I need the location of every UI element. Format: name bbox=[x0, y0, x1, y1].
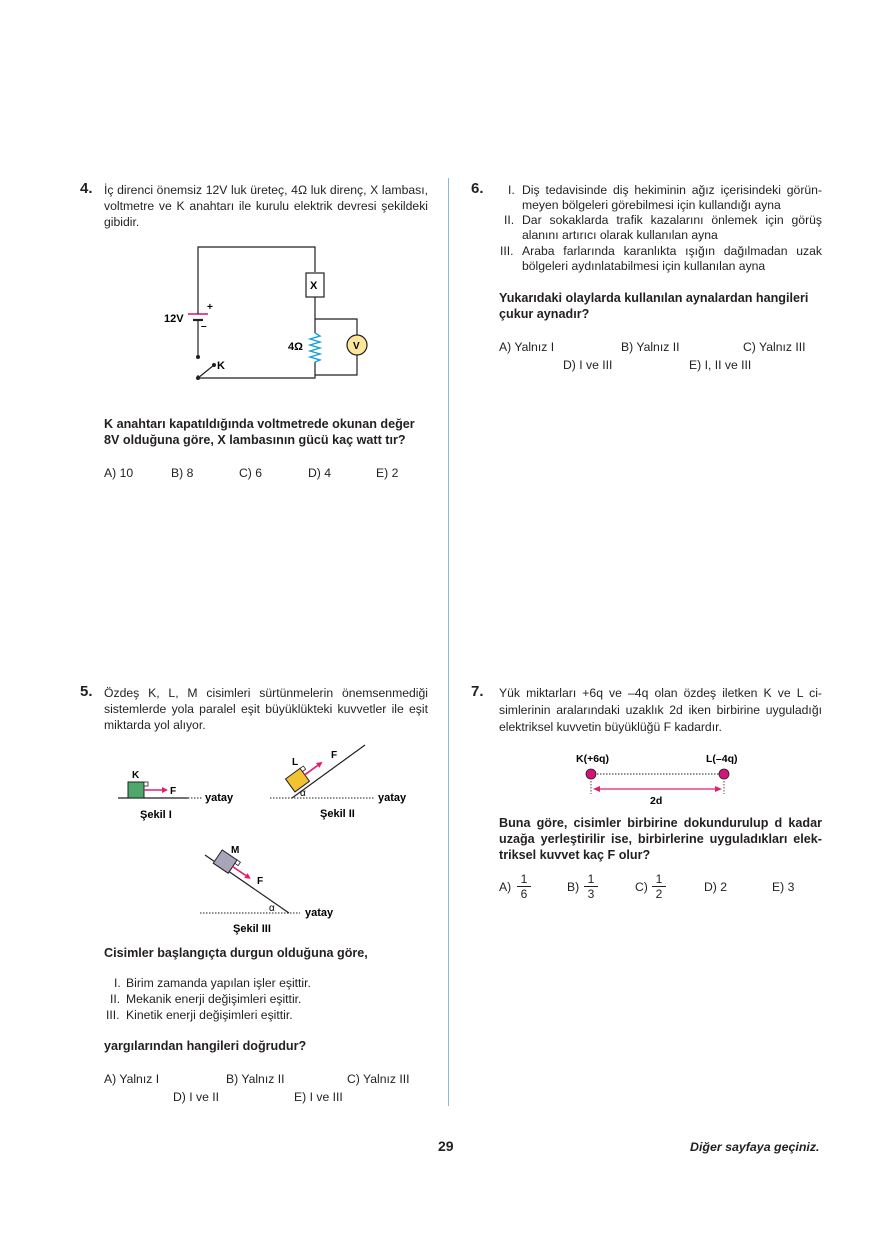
question-6-statement-3-num: III. bbox=[500, 244, 514, 258]
figure-1-caption: Şekil I bbox=[140, 809, 172, 821]
force-arrow-m bbox=[233, 867, 246, 876]
question-5-statement-3-text: Kinetik enerji değişimleri eşittir. bbox=[126, 1008, 293, 1022]
battery-voltage-label: 12V bbox=[164, 313, 184, 325]
question-4-option-a[interactable]: A) 10 bbox=[104, 466, 134, 480]
option-b-denominator: 3 bbox=[587, 887, 595, 901]
switch-contact-top bbox=[196, 355, 200, 359]
question-7-option-a-letter: A) bbox=[499, 880, 512, 894]
block-l-label: L bbox=[292, 757, 299, 768]
question-7-option-d-letter: D) bbox=[704, 880, 717, 894]
question-7-number: 7. bbox=[471, 683, 484, 700]
question-4-number: 4. bbox=[80, 180, 93, 197]
question-7-option-c-fraction bbox=[652, 873, 666, 901]
battery-plus-sign: + bbox=[207, 302, 213, 313]
question-5-statement-2-num: II. bbox=[110, 992, 121, 1006]
question-7-stem-line-1: Yük miktarları +6q ve –4q olan özdeş iletken K ve L ci- bbox=[499, 686, 822, 700]
question-6-option-d[interactable]: D) I ve III bbox=[563, 358, 613, 372]
question-7-option-a-fraction bbox=[517, 873, 531, 901]
question-7-option-d-value: 2 bbox=[720, 880, 728, 894]
question-5-statement-1-num: I. bbox=[114, 976, 121, 990]
question-5-option-a[interactable]: A) Yalnız I bbox=[104, 1072, 160, 1086]
resistor-zigzag bbox=[310, 333, 320, 362]
figure-2-surface-label: yatay bbox=[378, 792, 407, 804]
figure-1-surface-label: yatay bbox=[205, 792, 234, 804]
figure-2-angle-label: α bbox=[300, 788, 306, 799]
question-5-stem-line-3: miktarda yol alıyor. bbox=[104, 718, 206, 732]
question-6-statement-3-line-1: Araba farlarında karanlıkta ışığın dağılmadan uzak bbox=[522, 244, 822, 258]
question-5-lead: Cisimler başlangıçta durgun olduğuna göre, bbox=[104, 946, 368, 960]
question-7-option-a[interactable] bbox=[499, 880, 511, 894]
question-7-charges-figure bbox=[560, 748, 770, 808]
question-6-option-b[interactable]: B) Yalnız II bbox=[621, 340, 680, 354]
question-7-option-e-letter: E) bbox=[772, 880, 785, 894]
question-7-prompt-line-2: uzağa yerleştirilir ise, birbirlerine uyguladıkları elek- bbox=[499, 832, 822, 846]
question-5-option-e[interactable]: E) I ve III bbox=[294, 1090, 343, 1104]
question-4-stem-line-3: gibidir. bbox=[104, 215, 140, 229]
figure-1-horizontal-block bbox=[110, 760, 250, 824]
option-b-numerator: 1 bbox=[584, 873, 598, 887]
switch-label: K bbox=[217, 360, 225, 372]
battery-minus-sign: – bbox=[201, 321, 207, 332]
block-m-label: M bbox=[231, 845, 240, 856]
question-7-option-e-value: 3 bbox=[787, 880, 795, 894]
switch-contact-end bbox=[212, 363, 216, 367]
question-7-option-b[interactable] bbox=[567, 880, 579, 894]
question-5-prompt: yargılarından hangileri doğrudur? bbox=[104, 1039, 307, 1053]
question-4-option-e[interactable]: E) 2 bbox=[376, 466, 399, 480]
voltmeter-label: V bbox=[353, 341, 360, 352]
figure-3-caption: Şekil III bbox=[233, 923, 271, 935]
question-7-option-b-letter: B) bbox=[567, 880, 580, 894]
column-divider bbox=[448, 178, 449, 1106]
charge-k-label: K(+6q) bbox=[576, 753, 609, 765]
force-k-label: F bbox=[170, 786, 177, 797]
question-4-stem-line-2: voltmetre ve K anahtarı ile kurulu elektrik devresi şekildeki bbox=[104, 199, 428, 213]
question-4-option-d[interactable]: D) 4 bbox=[308, 466, 332, 480]
question-6-statement-1-line-2: meyen bölgeleri görebilmesi için kullandığı ayna bbox=[522, 198, 781, 212]
question-6-prompt-line-1: Yukarıdaki olaylarda kullanılan aynalardan hangileri bbox=[499, 291, 809, 305]
question-7-option-b-fraction bbox=[584, 873, 598, 901]
question-5-stem-line-2: sistemlerde yola paralel eşit büyüklükteki kuvvetler ile eşit bbox=[104, 702, 428, 716]
resistor-label: 4Ω bbox=[288, 341, 303, 353]
figure-3-surface-label: yatay bbox=[305, 907, 334, 919]
force-l-label: F bbox=[331, 750, 338, 761]
question-4-option-c[interactable]: C) 6 bbox=[239, 466, 263, 480]
question-5-number: 5. bbox=[80, 683, 93, 700]
question-7-stem-line-3: elektriksel kuvvetin büyüklüğü F kadardır. bbox=[499, 720, 722, 734]
switch-pivot bbox=[196, 376, 200, 380]
question-6-prompt-line-2: çukur aynadır? bbox=[499, 307, 590, 321]
page-number: 29 bbox=[438, 1138, 454, 1154]
question-5-option-c[interactable]: C) Yalnız III bbox=[347, 1072, 410, 1086]
question-7-stem-line-2: simlerinin aralarındaki uzaklık 2d iken birbirine uyguladığı bbox=[499, 703, 822, 717]
block-k bbox=[128, 782, 144, 798]
next-page-note: Diğer sayfaya geçiniz. bbox=[690, 1140, 820, 1154]
question-5-stem-line-1: Özdeş K, L, M cisimleri sürtünmelerin önemsenmediği bbox=[104, 686, 428, 700]
question-6-statement-1-line-1: Diş tedavisinde diş hekiminin ağız içerisindeki görün- bbox=[522, 183, 822, 197]
question-5-option-d[interactable]: D) I ve II bbox=[173, 1090, 220, 1104]
question-6-number: 6. bbox=[471, 180, 484, 197]
question-4-stem-line-1: İç direnci önemsiz 12V luk üreteç, 4Ω luk direnç, X lambası, bbox=[104, 183, 428, 197]
question-7-option-d[interactable] bbox=[704, 880, 727, 894]
block-k-label: K bbox=[132, 770, 140, 781]
question-6-statement-2-num: II. bbox=[504, 213, 515, 227]
charge-l-label: L(–4q) bbox=[706, 753, 738, 765]
question-6-option-c[interactable]: C) Yalnız III bbox=[743, 340, 806, 354]
question-4-circuit-diagram bbox=[150, 240, 380, 400]
question-6-statement-2-line-2: alanını artırıcı olarak kullanılan ayna bbox=[522, 228, 718, 242]
figure-2-incline-up bbox=[265, 740, 415, 824]
figure-3-incline-down bbox=[195, 840, 345, 936]
question-6-statement-2-line-1: Dar sokaklarda trafik kazalarını önlemek için görüş bbox=[522, 213, 822, 227]
question-7-option-c[interactable] bbox=[635, 880, 648, 894]
charge-l bbox=[719, 769, 729, 779]
question-7-prompt-line-1: Buna göre, cisimler birbirine dokundurulup d kadar bbox=[499, 816, 822, 830]
figure-2-caption: Şekil II bbox=[320, 808, 355, 820]
option-a-numerator: 1 bbox=[517, 873, 531, 887]
question-7-option-e[interactable] bbox=[772, 880, 794, 894]
lamp-x-label: X bbox=[310, 280, 318, 292]
force-m-label: F bbox=[257, 876, 264, 887]
figure-3-angle-label: α bbox=[269, 903, 275, 914]
question-6-statement-3-line-2: bölgeleri aydınlatabilmesi için kullanılan ayna bbox=[522, 259, 766, 273]
question-4-prompt-line-1: K anahtarı kapatıldığında voltmetrede okunan değer bbox=[104, 417, 415, 431]
question-6-option-e[interactable]: E) I, II ve III bbox=[689, 358, 752, 372]
option-c-numerator: 1 bbox=[652, 873, 666, 887]
question-4-option-b[interactable]: B) 8 bbox=[171, 466, 194, 480]
option-a-denominator: 6 bbox=[520, 887, 528, 901]
question-5-statement-3-num: III. bbox=[106, 1008, 120, 1022]
question-6-statement-1-num: I. bbox=[508, 183, 515, 197]
question-7-option-c-letter: C) bbox=[635, 880, 648, 894]
distance-label: 2d bbox=[650, 795, 663, 807]
question-5-statement-1-text: Birim zamanda yapılan işler eşittir. bbox=[126, 976, 311, 990]
force-arrow-l bbox=[305, 765, 318, 774]
charge-k bbox=[586, 769, 596, 779]
question-5-option-b[interactable]: B) Yalnız II bbox=[226, 1072, 285, 1086]
question-4-prompt-line-2: 8V olduğuna göre, X lambasının gücü kaç watt tır? bbox=[104, 433, 406, 447]
option-c-denominator: 2 bbox=[655, 887, 663, 901]
question-6-option-a[interactable]: A) Yalnız I bbox=[499, 340, 555, 354]
question-5-statement-2-text: Mekanik enerji değişimleri eşittir. bbox=[126, 992, 302, 1006]
question-7-prompt-line-3: triksel kuvvet kaç F olur? bbox=[499, 848, 651, 862]
